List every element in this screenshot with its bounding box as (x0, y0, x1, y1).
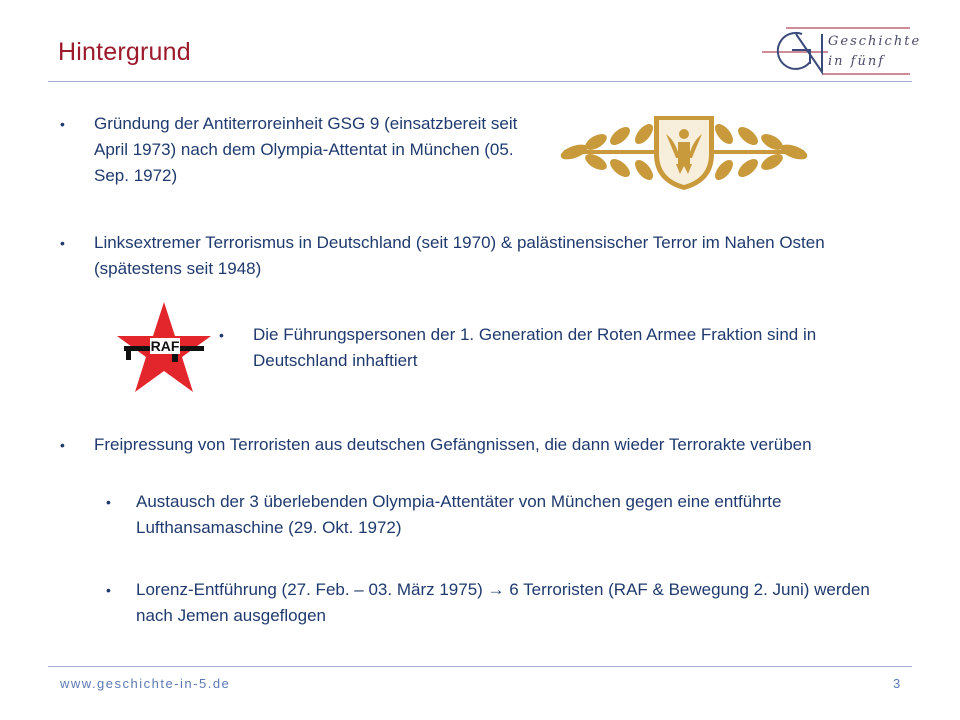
bullet-text: Freipressung von Terroristen aus deutschen Gefängnissen, die dann wieder Terrorakte verüben (94, 435, 812, 454)
bullet-dot: • (219, 327, 224, 343)
bullet-dot: • (60, 235, 65, 251)
bullet-linksextremismus (60, 230, 894, 282)
bullet-text: Gründung der Antiterroreinheit GSG 9 (einsatzbereit seit April 1973) nach dem Olympia-Attentat in München (05. Sep. 1972) (94, 114, 518, 185)
bullet-text: Die Führungspersonen der 1. Generation der Roten Armee Fraktion sind in Deutschland inhaftiert (253, 325, 817, 370)
footer-url: www.geschichte-in-5.de (60, 676, 231, 691)
raf-logo-text: RAF (150, 338, 180, 354)
bullet-text: Austausch der 3 überlebenden Olympia-Attentäter von München gegen eine entführte Lufthansamaschine (29. Okt. 1972) (136, 492, 782, 537)
logo-text-line1: Geschichte (828, 34, 922, 49)
raf-logo-image (114, 300, 214, 396)
logo-text-line2: in fünf (828, 54, 886, 69)
page-number: 3 (893, 676, 901, 691)
footer-divider (48, 666, 912, 667)
bullet-dot: • (60, 116, 65, 132)
bullet-dot: • (106, 582, 111, 598)
sub-bullet-lorenz (106, 577, 906, 629)
bullet-dot: • (60, 437, 65, 453)
bullet-text: Linksextremer Terrorismus in Deutschland (seit 1970) & palästinensischer Terror im Nahen Osten (spätestens seit 1948) (94, 233, 825, 278)
slide-title: Hintergrund (58, 38, 191, 66)
bullet-gsg9 (60, 111, 534, 189)
bullet-raf-fuehrung (219, 322, 913, 374)
gsg9-emblem-image (554, 112, 814, 192)
bullet-dot: • (106, 494, 111, 510)
sub-bullet-austausch (106, 489, 906, 541)
bullet-freipressung (60, 432, 884, 458)
header-divider (48, 81, 912, 82)
bullet-text: Lorenz-Entführung (27. Feb. – 03. März 1975) → 6 Terroristen (RAF & Bewegung 2. Juni) werden nach Jemen ausgeflogen (136, 580, 870, 625)
